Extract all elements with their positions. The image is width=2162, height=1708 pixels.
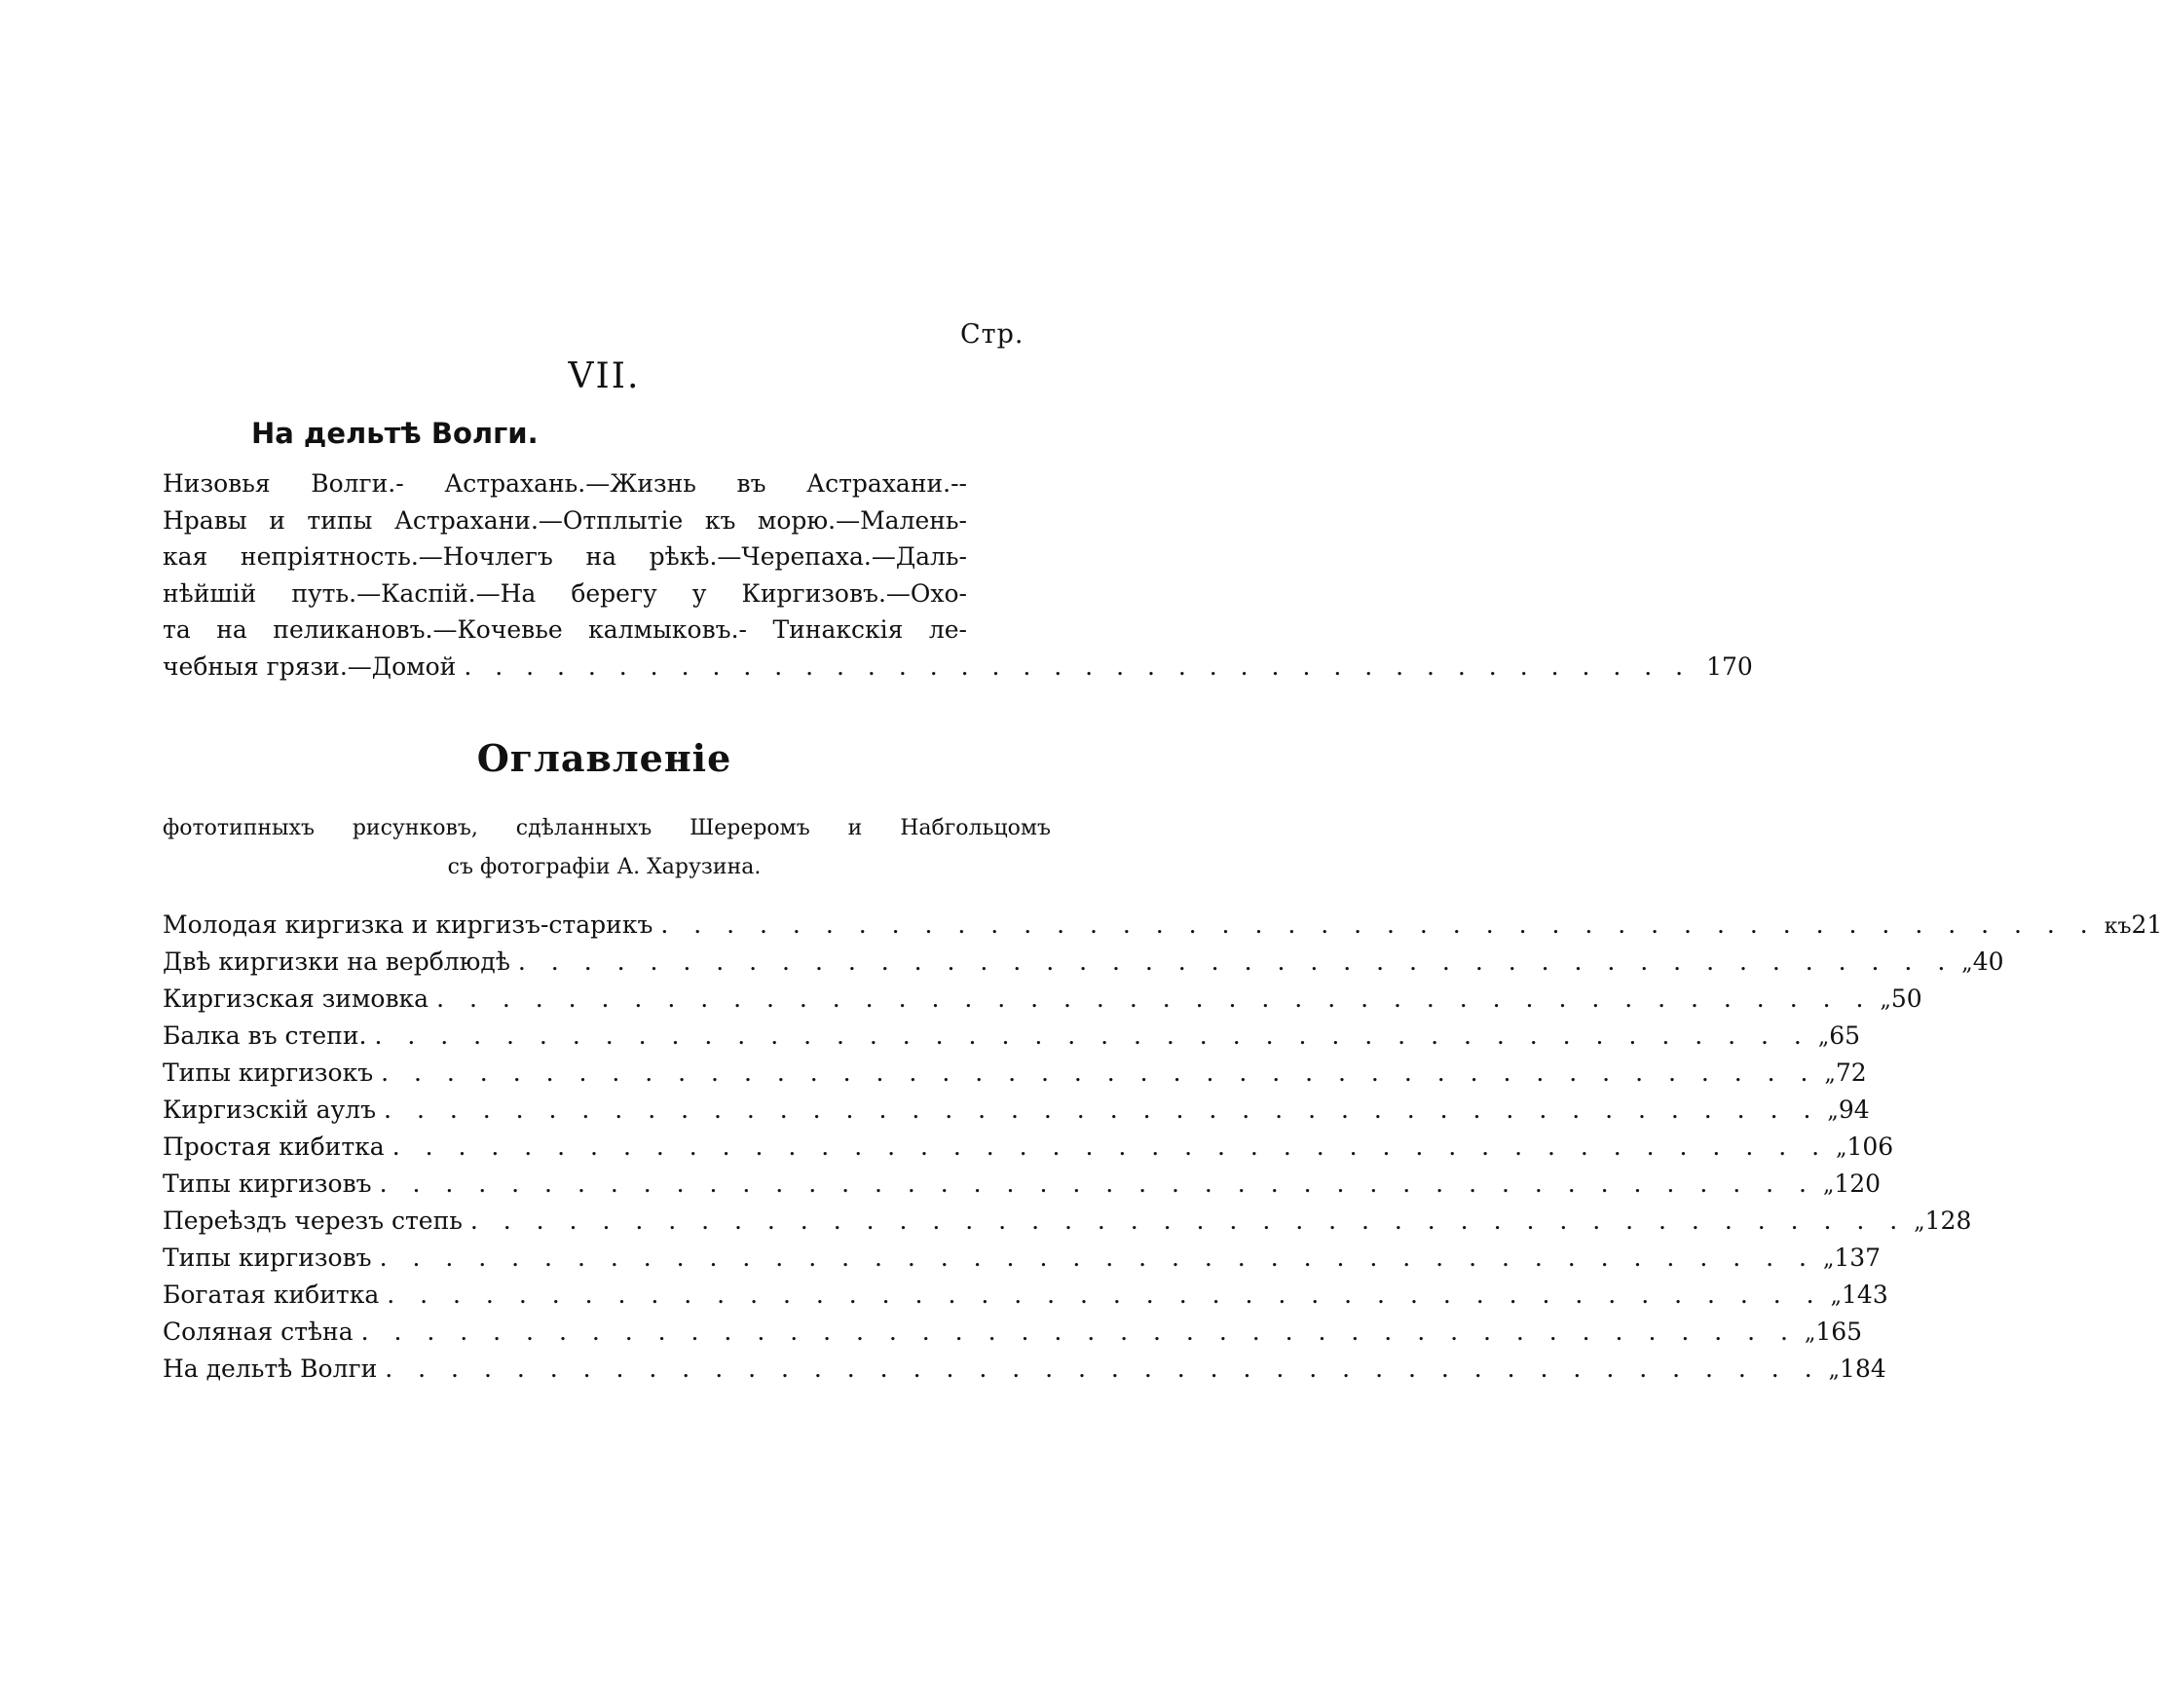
toc-entry-page: 72 [1835,1058,1867,1087]
toc-entry-ref: „ [1822,1247,1835,1272]
chapter-number: VII. [568,356,641,396]
summary-line: нѣйшій путь.—Каспій.—На берегу у Киргизовъ.—Охо- [163,578,967,608]
toc-entry-page: 65 [1829,1021,1861,1050]
toc-entry-title: На дельтѣ Волги [163,1355,378,1383]
toc-subtitle-line-1: фототипныхъ рисунковъ, сдѣланныхъ Шереромъ и Набгольцомъ [163,816,1051,840]
dot-leader: . . . . . . . . . . . . . . . . . . . . . . . . . . . . . . . . . . . . . . . . . . . . [469,1207,1907,1235]
toc-entry-ref: „ [1804,1321,1816,1346]
toc-entry-ref: „ [1914,1210,1925,1235]
toc-entry-title: Простая кибитка [163,1132,385,1161]
toc-entry-title: Молодая киргизка и киргизъ-старикъ [163,910,653,939]
toc-entry-ref: „ [1961,951,1973,976]
dot-leader: . . . . . . . . . . . . . . . . . . . . . . . . . . . . . . . . . . . . . . . . . . . . [379,1244,1815,1272]
toc-entry-title: Типы киргизовъ [163,1244,372,1272]
summary-line: та на пеликановъ.—Кочевье калмыковъ.- Тинакскія ле- [163,615,967,644]
toc-entry [163,1244,1882,1281]
dot-leader: . . . . . . . . . . . . . . . . . . . . . . . . . . . . . . . . . . . . . . . . . . . . [374,1021,1810,1050]
toc-entry-title: Киргизская зимовка [163,984,429,1013]
toc-entry-ref: „ [1822,1173,1835,1198]
dot-leader: . . . . . . . . . . . . . . . . . . . . . . . . . . . . . . . . . . . . . . . . . . . . [385,1355,1821,1383]
toc-entry [163,1207,1972,1244]
chapter-page-number: 170 [1706,651,1753,681]
dot-leader: . . . . . . . . . . . . . . . . . . . . . . . . . . . . . . . . . . . . . . . . . . . . [387,1281,1823,1309]
summary-line: чебныя грязи.—Домой [163,651,457,681]
toc-entry [163,1095,1870,1132]
toc-entry-ref: „ [1836,1136,1847,1161]
toc-entry-ref: „ [1817,1025,1830,1050]
toc-subtitle-line-2: съ фотографіи А. Харузина. [447,855,762,879]
toc-entry [163,1058,1867,1095]
toc-entry-title: Типы киргизокъ [163,1058,374,1087]
toc-entry-ref: „ [1828,1358,1841,1383]
toc-entry-title: Соляная стѣна [163,1318,354,1346]
toc-entry [163,947,2004,984]
toc-entry-ref: „ [1830,1284,1843,1309]
toc-entry-page: 143 [1842,1281,1888,1309]
toc-entry [163,1170,1882,1207]
dot-leader: . . . . . . . . . . . . . . . . . . . . . . . . . . . . . . . . . . . . . . . . . . . . [384,1095,1820,1124]
summary-line: кая непріятность.—Ночлегъ на рѣкѣ.—Черепаха.—Даль- [163,542,967,571]
toc-entry-title: Переѣздъ черезъ степь [163,1207,463,1235]
dot-leader: . . . . . . . . . . . . . . . . . . . . . . . . . . . . . . . . . . . . . . . . [464,651,1692,681]
dot-leader: . . . . . . . . . . . . . . . . . . . . . . . . . . . . . . . . . . . . . . . . . . . . [517,947,1955,976]
toc-entry [163,1021,1861,1058]
summary-line: Низовья Волги.- Астрахань.—Жизнь въ Астрахани.-- [163,469,967,498]
toc-list [163,910,2162,1392]
toc-entry [163,1281,1888,1318]
toc-entry [163,1318,1863,1355]
chapter-summary [163,465,1753,685]
dot-leader: . . . . . . . . . . . . . . . . . . . . . . . . . . . . . . . . . . . . . . . . . . . . [379,1170,1815,1198]
toc-entry-page: 106 [1846,1132,1894,1161]
toc-entry-page: 137 [1834,1244,1882,1272]
toc-entry-ref: „ [1827,1099,1839,1124]
toc-entry-page: 128 [1924,1207,1972,1235]
toc-entry-page: 50 [1890,984,1922,1013]
toc-entry-title: Двѣ киргизки на верблюдѣ [163,947,510,976]
toc-entry-page: 120 [1834,1170,1882,1198]
toc-entry-ref: „ [1880,988,1891,1013]
dot-leader: . . . . . . . . . . . . . . . . . . . . . . . . . . . . . . . . . . . . . . . . . . . . [381,1058,1817,1087]
dot-leader: . . . . . . . . . . . . . . . . . . . . . . . . . . . . . . . . . . . . . . . . . . . . [660,910,2097,939]
toc-entry-title: Киргизскій аулъ [163,1095,377,1124]
toc-entry-ref: „ [1824,1062,1836,1087]
toc-entry [163,1132,1894,1170]
page-column-label: Стр. [960,319,1025,350]
toc-entry-page: 21 [2131,910,2162,939]
toc-entry [163,984,1922,1021]
dot-leader: . . . . . . . . . . . . . . . . . . . . . . . . . . . . . . . . . . . . . . . . . . . . [391,1132,1829,1161]
toc-heading: Оглавленіе [476,736,732,780]
toc-entry [163,1355,1886,1392]
toc-entry-ref: къ [2104,914,2132,939]
toc-entry-title: Богатая кибитка [163,1281,380,1309]
toc-entry-page: 165 [1815,1318,1863,1346]
summary-last-line [163,649,1753,686]
chapter-title: На дельтѣ Волги. [251,417,539,450]
dot-leader: . . . . . . . . . . . . . . . . . . . . . . . . . . . . . . . . . . . . . . . . . . . . [436,984,1873,1013]
summary-line: Нравы и типы Астрахани.—Отплытіе къ морю.—Малень- [163,505,967,535]
toc-entry-title: Балка въ степи. [163,1021,367,1050]
toc-entry-title: Типы киргизовъ [163,1170,372,1198]
toc-entry [163,910,2162,947]
toc-entry-page: 40 [1972,947,2004,976]
toc-entry-page: 94 [1838,1095,1870,1124]
toc-entry-page: 184 [1840,1355,1886,1383]
dot-leader: . . . . . . . . . . . . . . . . . . . . . . . . . . . . . . . . . . . . . . . . . . . . [360,1318,1797,1346]
